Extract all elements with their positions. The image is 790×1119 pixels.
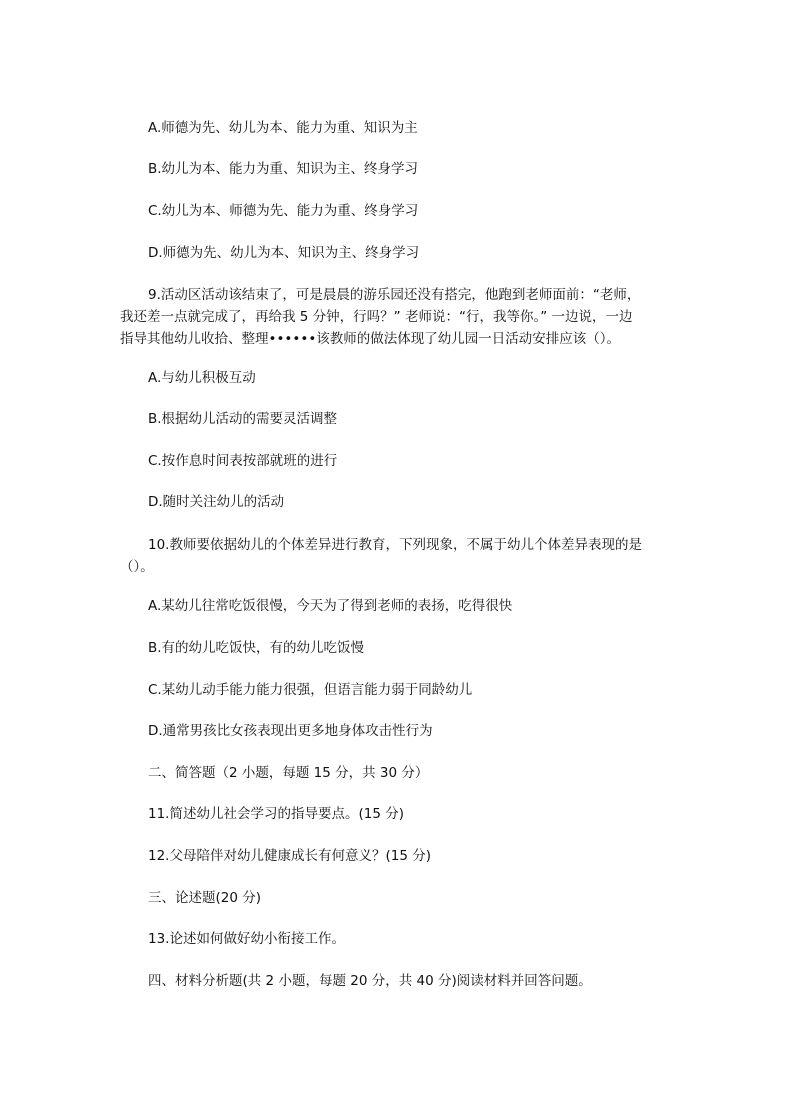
- q10-option-b: B.有的幼儿吃饭快，有的幼儿吃饭慢: [148, 640, 365, 656]
- q11: 11.简述幼儿社会学习的指导要点。(15 分): [148, 806, 404, 822]
- q8-option-d: D.师德为先、幼儿为本、知识为主、终身学习: [148, 245, 420, 261]
- q9-option-b: B.根据幼儿活动的需要灵活调整: [148, 411, 338, 427]
- q13: 13.论述如何做好幼小衔接工作。: [148, 931, 345, 947]
- q9-option-a: A.与幼儿积极互动: [148, 370, 256, 386]
- q10-option-d: D.通常男孩比女孩表现出更多地身体攻击性行为: [148, 723, 433, 739]
- q10-option-a: A.某幼儿往常吃饭很慢，今天为了得到老师的表扬，吃得很快: [148, 598, 513, 614]
- q8-option-c: C.幼儿为本、师德为先、能力为重、终身学习: [148, 203, 419, 219]
- q10-stem-line-1: 10.教师要依据幼儿的个体差异进行教育，下列现象，不属于幼儿个体差异表现的是: [148, 537, 642, 553]
- q8-option-a: A.师德为先、幼儿为本、能力为重、知识为主: [148, 120, 418, 136]
- q9-stem: [120, 284, 660, 350]
- section-3-heading: 三、论述题(20 分): [148, 890, 262, 906]
- q10-option-c: C.某幼儿动手能力能力很强，但语言能力弱于同龄幼儿: [148, 682, 473, 698]
- q8-option-b: B.幼儿为本、能力为重、知识为主、终身学习: [148, 161, 419, 177]
- q9-option-d: D.随时关注幼儿的活动: [148, 494, 285, 510]
- q10-stem: [120, 534, 660, 578]
- q9-stem-line-3: 指导其他幼儿收拾、整理••••••该教师的做法体现了幼儿园一日活动安排应该（）。: [120, 331, 621, 347]
- q9-stem-line-2: 我还差一点就完成了，再给我 5 分钟，行吗？” 老师说：“行，我等你。” 一边说，一边: [120, 309, 633, 325]
- section-2-heading: 二、简答题（2 小题，每题 15 分，共 30 分）: [148, 765, 429, 781]
- section-4-heading: 四、材料分析题(共 2 小题，每题 20 分，共 40 分)阅读材料并回答问题。: [148, 973, 592, 989]
- q9-option-c: C.按作息时间表按部就班的进行: [148, 453, 338, 469]
- q10-stem-line-2: （）。: [120, 559, 154, 575]
- q12: 12.父母陪伴对幼儿健康成长有何意义？(15 分): [148, 848, 431, 864]
- q9-stem-line-1: 9.活动区活动该结束了，可是晨晨的游乐园还没有搭完，他跑到老师面前：“老师，: [148, 287, 641, 303]
